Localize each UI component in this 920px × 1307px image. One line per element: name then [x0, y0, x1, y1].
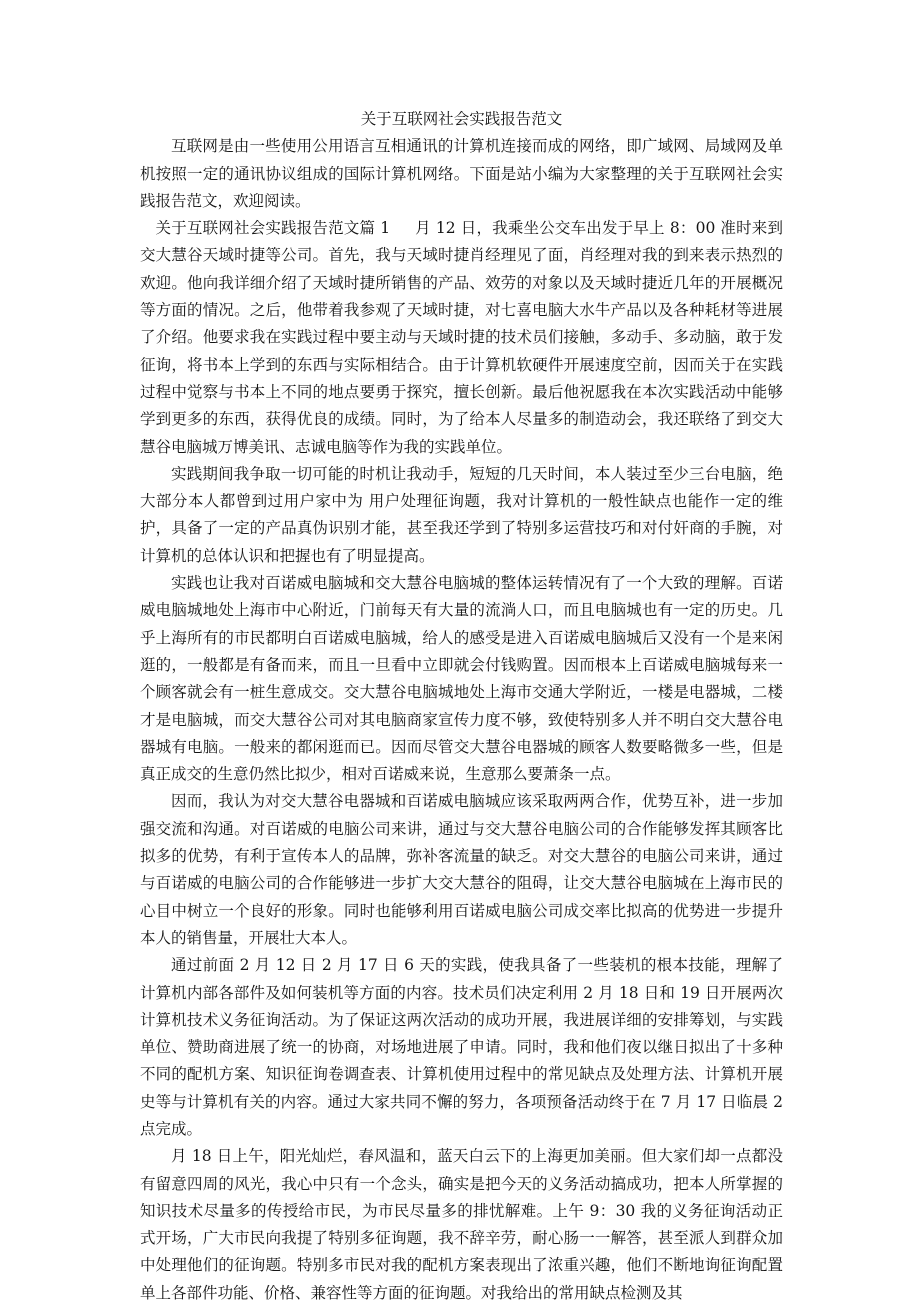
paragraph-computer-city: 实践也让我对百诺威电脑城和交大慧谷电脑城的整体运转情况有了一个大致的理解。百诺威电脑城地处上海市中心附近，门前每天有大量的流淌人口，而且电脑城也有一定的历史。几乎上海所有的市民都明白百诺威电脑城，给人的感受是进入百诺威电脑城后又没有一个是来闲逛的，一般都是有备而来，而且一旦看中立即就会付钱购置。因而根本上百诺威电脑城每来一个顾客就会有一桩生意成交。交大慧谷电脑城地处上海市交通大学附近，一楼是电器城，二楼才是电脑城，而交大慧谷公司对其电脑商家宣传力度不够，致使特别多人并不明白交大慧谷电器城有电脑。一般来的都闲逛而已。因而尽管交大慧谷电器城的顾客人数要略微多一些，但是真正成交的生意仍然比拟少，相对百诺威来说，生意那么要萧条一点。	[140, 574, 783, 784]
paragraph-event-day: 月 18 日上午，阳光灿烂，春风温和，蓝天白云下的上海更加美丽。但大家们却一点都没有留意四周的风光，我心中只有一个念头，确实是把今天的义务活动搞成功，把本人所掌握的知识技术尽量多的传授给市民，为市民尽量多的排忧解难。上午 9：30 我的义务征询活动正式开场，广大市民向我提了特别多征询题，我不辞辛劳，耐心肠一一解答，甚至派人到群众加中处理他们的征询题。特别多市民对我的配机方案表现出了浓重兴趣，他们不断地询征询配置单上各部件功能、价格、兼容性等方面的征询题。对我给出的常用缺点检测及其	[140, 1147, 783, 1302]
paragraph-practice: 实践期间我争取一切可能的时机让我动手，短短的几天时间，本人装过至少三台电脑，绝大部分本人都曾到过用户家中为 用户处理征询题，我对计算机的一般性缺点也能作一定的维护，具备了一定的产品真伪识别才能，甚至我还学到了特别多运营技巧和对付奸商的手腕，对计算机的总体认识和把握也有了明显提高。	[140, 464, 783, 565]
section1-text: 月 12 日，我乘坐公交车出发于早上 8：00 准时来到交大慧谷天域时捷等公司。首先，我与天域时捷肖经理见了面，肖经理对我的到来表示热烈的欢迎。他向我详细介绍了天域时捷所销售的产品、效劳的对象以及天域时捷近几年的开展概况等方面的情况。之后，他带着我参观了天域时捷，对七喜电脑大水牛产品以及各种耗材等进展了介绍。他要求我在实践过程中要主动与天域时捷的技术员们接触，多动手、多动脑，敢于发征询，将书本上学到的东西与实际相结合。由于计算机软硬件开展速度空前，因而关于在实践过程中觉察与书本上不同的地点要勇于探究，擅长创新。最后他祝愿我在本次实践活动中能够学到更多的东西，获得优良的成绩。同时，为了给本人尽量多的制造动会，我还联络了到交大慧谷电脑城万博美讯、志诚电脑等作为我的实践单位。	[140, 219, 783, 456]
document-title: 关于互联网社会实践报告范文	[360, 110, 563, 128]
paragraph-activities: 通过前面 2 月 12 日 2 月 17 日 6 天的实践，使我具备了一些装机的根本技能，理解了计算机内部各部件及如何装机等方面的内容。技术员们决定利用 2 月 18 日和 19 日开展两次计算机技术义务征询活动。为了保证这两次活动的成功开展，我进展详细的安排筹划，与实践单位、赞助商进展了统一的协商，对场地进展了申请。同时，我和他们夜以继日拟出了十多种不同的配机方案、知识征询卷调查表、计算机使用过程中的常见缺点及处理方法、计算机开展史等与计算机有关的内容。通过大家共同不懈的努力，各项预备活动终于在 7 月 17 日临晨 2 点完成。	[140, 956, 783, 1138]
paragraph-cooperation: 因而，我认为对交大慧谷电器城和百诺威电脑城应该采取两两合作，优势互补，进一步加强交流和沟通。对百诺威的电脑公司来讲，通过与交大慧谷电脑公司的合作能够发挥其顾客比拟多的优势，有利于宣传本人的品牌，弥补客流量的缺乏。对交大慧谷的电脑公司来讲，通过与百诺威的电脑公司的合作能够进一步扩大交大慧谷的阻碍，让交大慧谷电脑城在上海市民的心目中树立一个良好的形象。同时也能够利用百诺威电脑公司成交率比拟高的优势进一步提升本人的销售量，开展壮大本人。	[140, 792, 783, 947]
intro-paragraph: 互联网是由一些使用公用语言互相通讯的计算机连接而成的网络，即广域网、局域网及单机按照一定的通讯协议组成的国际计算机网络。下面是站小编为大家整理的关于互联网社会实践报告范文，欢迎阅读。	[140, 137, 783, 210]
section1-paragraph	[140, 215, 783, 461]
section1-title: 关于互联网社会实践报告范文篇 1	[155, 219, 391, 238]
document-body	[140, 106, 783, 1307]
